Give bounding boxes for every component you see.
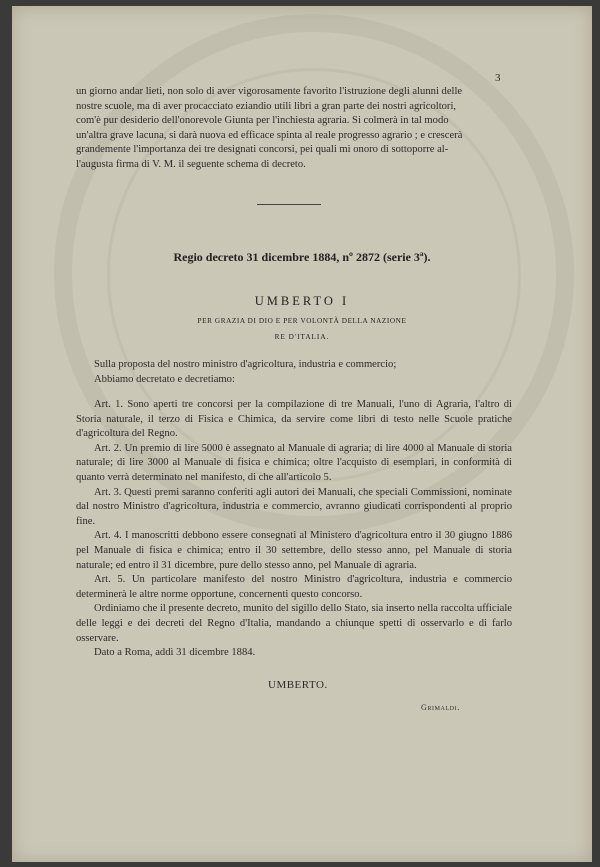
king-name: UMBERTO I — [254, 294, 350, 308]
separator-rule — [257, 204, 321, 205]
decree-articles — [76, 398, 512, 646]
page-number: 3 — [495, 72, 501, 84]
preamble-line: Abbiamo decretato e decretiamo: — [94, 373, 235, 385]
dated-line: Dato a Roma, addì 31 dicembre 1884. — [94, 647, 256, 658]
grace-line: PER GRAZIA DI DIO E PER VOLONTÀ DELLA NAZIONE — [197, 317, 407, 325]
minister-signature: Grimaldi. — [421, 703, 460, 712]
preamble-line: Sulla proposta del nostro ministro d'agricoltura, industria e commercio; — [94, 359, 397, 370]
king-of-italy-line: RE D'ITALIA. — [274, 333, 330, 341]
article-1: Art. 1. Sono aperti tre concorsi per la compilazione di tre Manuali, l'uno di Agraria, l'altro di Storia naturale, il terzo di Fisica e Chimica, da servire come libri di testo nelle Scuole pratiche d'agricoltura del Regno. — [76, 399, 512, 440]
intro-line: nostre scuole, ma di aver procacciato eziandio utili libri a gran parte dei nostri agricoltori, — [76, 100, 457, 112]
enactment-clause: Ordiniamo che il presente decreto, munito del sigillo dello Stato, sia inserto nella raccolta ufficiale delle leggi e dei decreti del Regno d'Italia, mandando a chiunque spetti di osservarlo e di farlo osservare. — [76, 603, 512, 644]
intro-line: l'augusta firma di V. M. il seguente schema di decreto. — [76, 158, 306, 170]
article-2: Art. 2. Un premio di lire 5000 è assegnato al Manuale di agraria; di lire 4000 al Manuale di storia naturale; di lire 3000 al Manuale di fisica e chimica; oltre l'acquisto di esemplari, in conformità di quanto verrà determinato nel manifesto, di che all'articolo 5. — [76, 442, 512, 483]
article-5: Art. 5. Un particolare manifesto del nostro Ministro d'agricoltura, industria e commercio determinerà le altre norme opportune, concernenti questo concorso. — [76, 574, 512, 600]
intro-line: com'è pur desiderio dell'onorevole Giunta per l'inchiesta agraria. Si colmerà in tal modo — [76, 115, 449, 127]
preamble — [94, 358, 514, 387]
article-4: Art. 4. I manoscritti debbono essere consegnati al Ministero d'agricoltura entro il 30 giugno 1886 pel Manuale di fisica e chimica; entro il 30 settembre, dello stesso anno, pel Manuale di storia naturale; ed entro il 31 dicembre, pure dello stesso anno, pel Manuale di agraria. — [76, 530, 512, 571]
intro-line: un'altra grave lacuna, si darà nuova ed efficace spinta al reale progresso agrario ; e crescerà — [76, 129, 463, 141]
king-signature: UMBERTO. — [268, 679, 328, 691]
document-page — [12, 6, 592, 862]
intro-line: un giorno andar lieti, non solo di aver vigorosamente favorito l'istruzione degli alunni delle — [76, 86, 463, 97]
intro-paragraph — [76, 85, 512, 173]
article-3: Art. 3. Questi premi saranno conferiti agli autori dei Manuali, che speciali Commissioni, nominate dal nostro Ministro d'agricoltura, industria e commercio, avranno giudicati corrispondenti al proprio fine. — [76, 486, 512, 527]
decree-title: Regio decreto 31 dicembre 1884, nº 2872 (serie 3ª). — [173, 250, 431, 264]
intro-line: grandemente l'importanza dei tre designati concorsi, pei quali mi onoro di sottoporre al- — [76, 144, 449, 156]
